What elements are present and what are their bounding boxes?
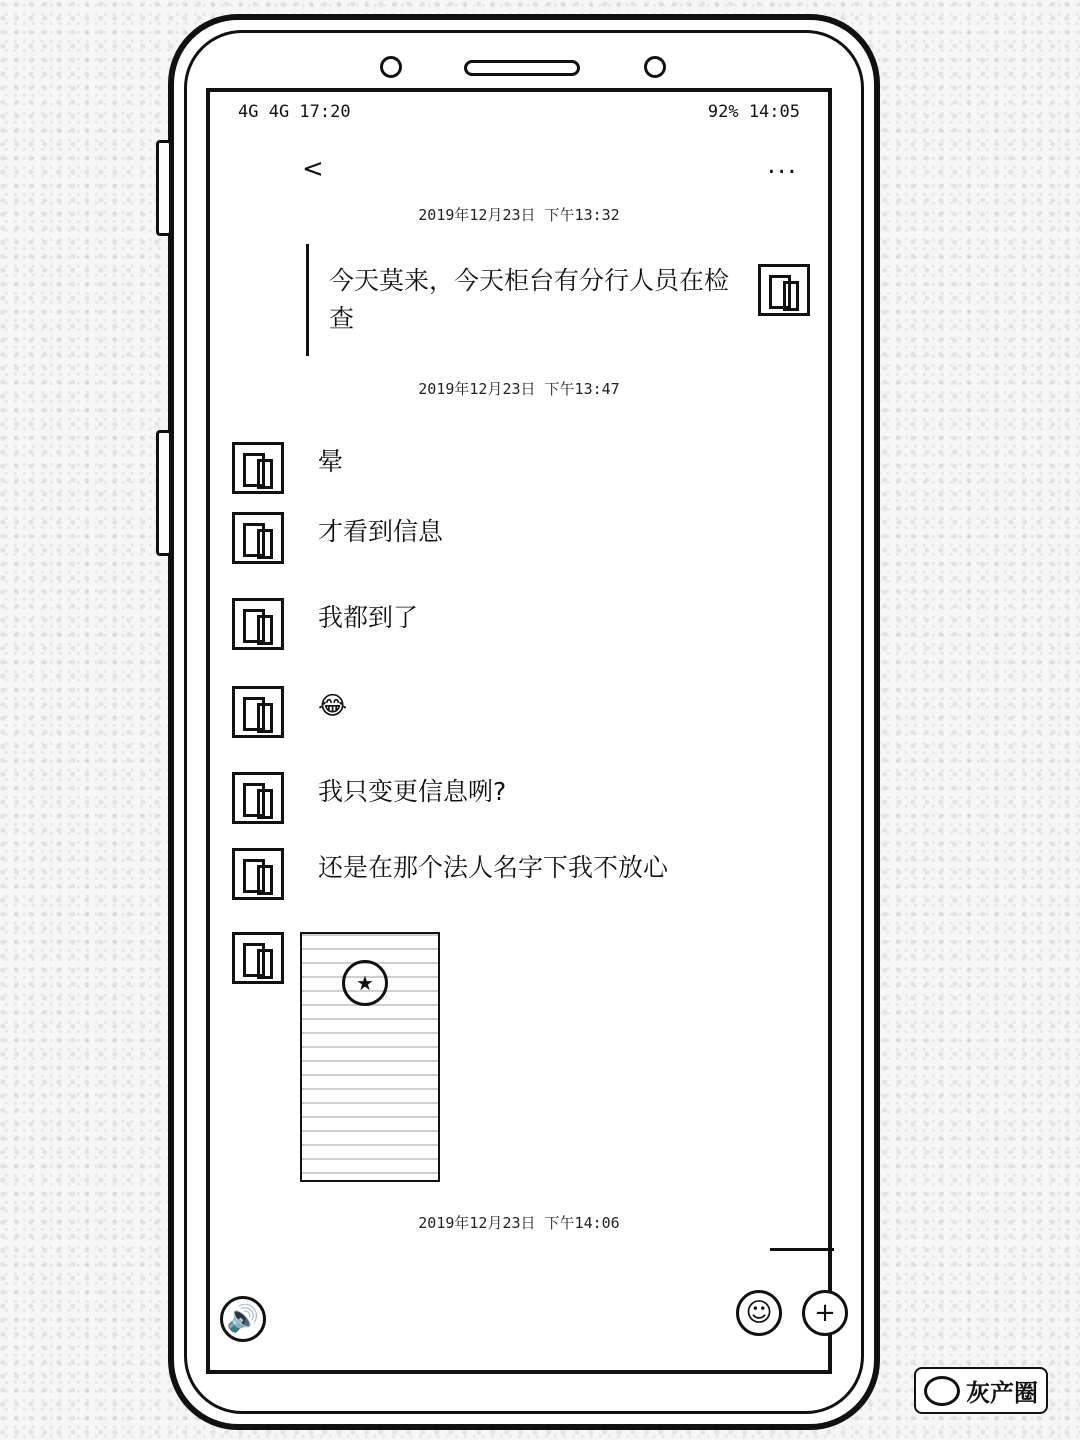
- back-icon[interactable]: <: [302, 154, 324, 184]
- contact-avatar[interactable]: [232, 932, 284, 984]
- outgoing-message[interactable]: 今天莫来，今天柜台有分行人员在检查: [306, 244, 769, 356]
- earpiece-speaker: [464, 60, 580, 76]
- voice-icon[interactable]: 🔊: [220, 1296, 266, 1342]
- incoming-message[interactable]: 我只变更信息咧?: [318, 777, 507, 806]
- timestamp-3: 2019年12月23日 下午14:06: [418, 1214, 620, 1232]
- incoming-message[interactable]: 😂: [318, 691, 348, 720]
- volume-up-button: [156, 140, 172, 236]
- contact-avatar[interactable]: [232, 512, 284, 564]
- front-camera-icon: [644, 56, 666, 78]
- plus-icon[interactable]: +: [802, 1290, 848, 1336]
- contact-avatar[interactable]: [232, 598, 284, 650]
- status-right: 92% 14:05: [707, 102, 800, 122]
- input-field-underline[interactable]: [770, 1248, 834, 1251]
- document-photo-message[interactable]: [300, 932, 440, 1182]
- wechat-logo-icon: [924, 1376, 960, 1406]
- contact-avatar[interactable]: [232, 848, 284, 900]
- chat-header: [210, 146, 828, 186]
- status-left: 4G 4G 17:20: [238, 102, 351, 122]
- incoming-message[interactable]: 我都到了: [318, 603, 419, 632]
- contact-avatar[interactable]: [232, 686, 284, 738]
- chat-screen: [206, 88, 836, 1374]
- timestamp-1: 2019年12月23日 下午13:32: [418, 206, 620, 224]
- timestamp-2: 2019年12月23日 下午13:47: [418, 380, 620, 398]
- official-seal-icon: ★: [342, 960, 388, 1006]
- status-bar: [210, 98, 828, 128]
- volume-down-button: [156, 430, 172, 556]
- contact-avatar[interactable]: [232, 442, 284, 494]
- contact-avatar[interactable]: [232, 772, 284, 824]
- watermark: [914, 1367, 1048, 1414]
- more-options-icon[interactable]: ...: [767, 150, 798, 180]
- incoming-message[interactable]: 晕: [318, 447, 344, 476]
- emoji-icon[interactable]: ☺: [736, 1290, 782, 1336]
- front-sensor-icon: [380, 56, 402, 78]
- incoming-message[interactable]: 还是在那个法人名字下我不放心: [318, 853, 669, 882]
- input-bar: [210, 1282, 836, 1352]
- incoming-message[interactable]: 才看到信息: [318, 517, 444, 546]
- watermark-text: 灰产圈: [966, 1379, 1038, 1407]
- self-avatar[interactable]: [758, 264, 810, 316]
